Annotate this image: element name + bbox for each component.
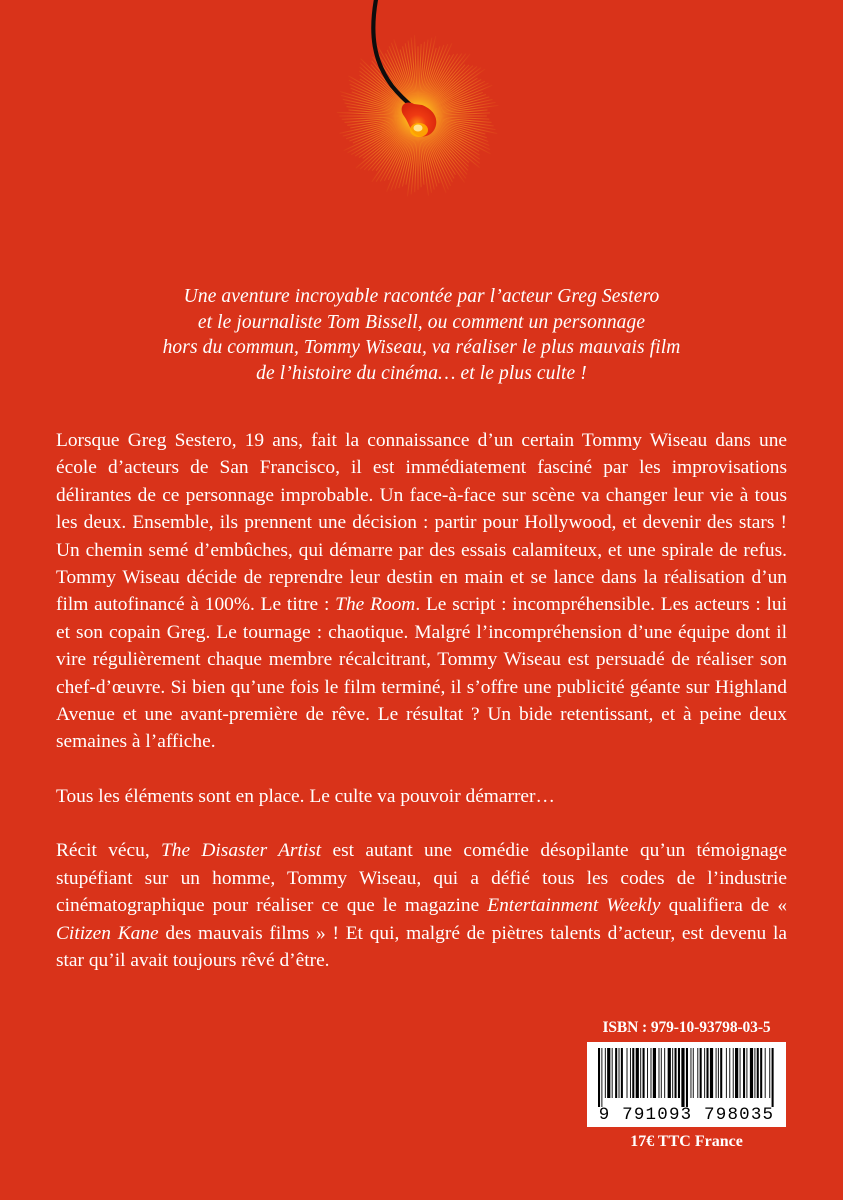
- tagline-line-1: Une aventure incroyable racontée par l’acteur Greg Sestero: [183, 286, 660, 307]
- blurb-p1-text-a: Lorsque Greg Sestero, 19 ans, fait la connaissance d’un certain Tommy Wiseau dans une école d’acteurs de San Francisco, il est immédiatement fasciné par les improvisations délirantes de ce personnage improbable. Un face-à-face sur scène va changer leur vie à tous les deux. Ensemble, ils prennent une décision : partir pour Hollywood, et devenir des stars ! Un chemin semé d’embûches, qui démarre par des essais calamiteux, et une spirale de refus. Tommy Wiseau décide de reprendre leur destin en main et se lance dans la réalisation d’un film autofinancé à 100%. Le titre :: [56, 430, 787, 616]
- blurb-p3-text-a: Récit vécu,: [56, 840, 161, 862]
- book-title-the-disaster-artist: The Disaster Artist: [161, 840, 322, 862]
- burst-rays: [337, 35, 499, 197]
- tagline-line-4: de l’histoire du cinéma… et le plus culte !: [256, 362, 587, 384]
- blurb-p3-text-c: qualifiera de «: [660, 895, 788, 917]
- blurb-p3-text-b: est autant une comédie désopilante qu’un témoignage stupéfiant sur un homme, Tommy Wiseau, qui a défié tous les codes de l’industrie cinématographique pour réaliser ce que le magazine: [56, 840, 787, 917]
- blurb-paragraph-1: [56, 427, 787, 756]
- magazine-entertainment-weekly: Entertainment Weekly: [487, 895, 661, 917]
- blurb-paragraph-2: Tous les éléments sont en place. Le culte va pouvoir démarrer…: [56, 785, 555, 807]
- spark-core: [410, 123, 428, 137]
- tagline-line-3: hors du commun, Tommy Wiseau, va réaliser le plus mauvais film: [162, 337, 681, 358]
- barcode-bars: [598, 1048, 775, 1107]
- spark-glow: [366, 64, 470, 168]
- blurb-paragraph-3: [56, 837, 787, 974]
- price-label: 17€ TTC France: [630, 1133, 743, 1150]
- tagline-line-2: et le journaliste Tom Bissell, ou comment un personnage: [197, 311, 646, 333]
- blurb-p1-text-b: . Le script : incompréhensible. Les acteurs : lui et son copain Greg. Le tournage : chaotique. Malgré l’incompréhension d’une équipe dont il vire régulièrement chaque membre récalcitrant, Tommy Wiseau est persuadé de réaliser son chef-d’œuvre. Si bien qu’une fois le film terminé, il s’offre une publicité géante sur Highland Avenue et une avant-première de rêve. Le résultat ? Un bide retentissant, et à peine deux semaines à l’affiche.: [56, 594, 787, 753]
- spark-core-hot: [414, 125, 423, 132]
- film-title-the-room: The Room: [335, 594, 416, 616]
- isbn-label: ISBN : 979-10-93798-03-5: [602, 1019, 771, 1036]
- fuse-wick: [373, 0, 414, 108]
- blurb-p3-text-d: des mauvais films » ! Et qui, malgré de piètres talents d’acteur, est devenu la star qu’il avait toujours rêvé d’être.: [56, 922, 787, 971]
- spark-burst-icon: [0, 0, 843, 230]
- barcode-image: [587, 1042, 786, 1127]
- back-cover-blurb: [56, 427, 787, 974]
- spark-head: [402, 103, 437, 137]
- tagline: [0, 284, 843, 386]
- barcode-digits: 9 791093 798035: [598, 1105, 775, 1125]
- barcode-block: [587, 1018, 786, 1152]
- film-title-citizen-kane: Citizen Kane: [56, 922, 159, 944]
